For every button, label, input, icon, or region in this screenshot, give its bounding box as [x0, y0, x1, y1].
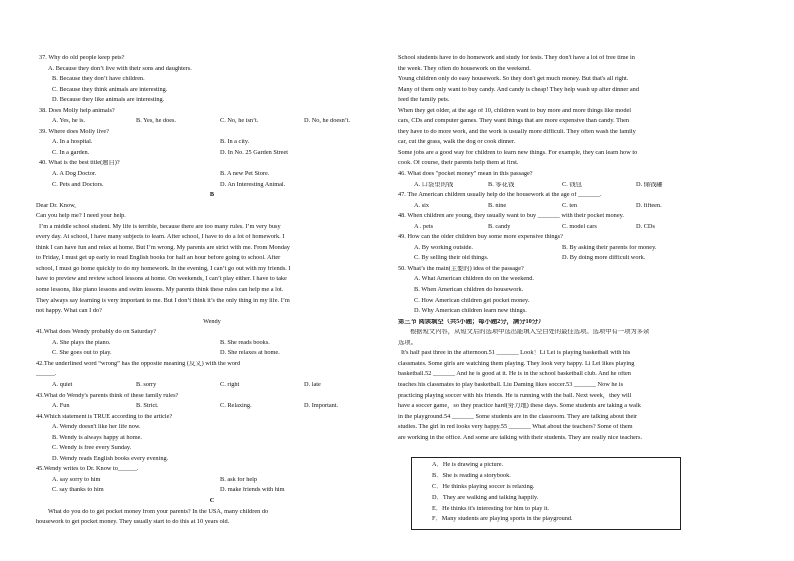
answer-option: C. Pets and Doctors.	[52, 181, 104, 188]
answer-option: C. 钱包	[562, 181, 582, 188]
answer-options-row	[36, 477, 388, 488]
text-line: ______.	[36, 371, 57, 378]
answer-option: A. A Dog Doctor.	[52, 171, 97, 178]
text-line: I’m a middle school student. My life is terrible, because there are too many rules. I’m very busy	[39, 223, 281, 230]
answer-option: C. She goes out to play.	[52, 350, 112, 357]
answer-option: D. Important.	[304, 403, 339, 410]
text-line: 41.What does Wendy probably do on Saturday?	[36, 329, 157, 336]
text-line: housework to get pocket money. They usually start to do this at 10 years old.	[36, 519, 230, 526]
text-line: Wendy	[203, 318, 221, 325]
text-line: 44.Which statement is TRUE according to the article?	[36, 413, 173, 420]
text-line: D. Why American children learn new things.	[414, 308, 527, 315]
answer-option: A. Fun	[52, 403, 70, 410]
answer-option: B. In a city.	[220, 139, 250, 146]
text-line: D. Because they like animals are interesting.	[52, 97, 165, 104]
answer-options-row	[36, 340, 388, 351]
text-line: studies. The girl in red looks very happy.55 _______ What about the teachers? Some of them	[398, 424, 633, 431]
answer-options-row	[36, 150, 388, 161]
text-line: C	[209, 497, 215, 504]
text-line: 46. What does "pocket money" mean in this passage?	[398, 171, 533, 178]
text-line: C. Because they think animals are interesting.	[52, 86, 168, 93]
answer-option: D. In No. 25 Garden Street	[220, 149, 289, 156]
answer-option: A. six	[414, 202, 430, 209]
answer-option: A. In a hospital.	[52, 139, 93, 146]
fill-in-option: B．She is reading a storybook.	[432, 472, 511, 479]
answer-options-row	[398, 182, 710, 193]
text-line: classmates. Some girls are watching them playing. They look very happy. Li Lei likes playing	[398, 360, 635, 367]
text-line: in the playground.54 _______ Some students are in the classroom. They are talking about their	[398, 413, 638, 420]
answer-options-row	[36, 118, 388, 129]
answer-option: B. nine	[488, 202, 507, 209]
text-line: 40. What is the best title(题目)?	[39, 160, 120, 167]
text-line: 42.The underlined word “wrong” has the opposite meaning (反义) with the word	[36, 360, 241, 367]
fill-in-option: C．He thinks playing soccer is relaxing.	[432, 483, 535, 490]
text-line: B	[209, 192, 215, 199]
text-line: 37. Why do old people keep pets?	[39, 55, 125, 61]
text-line: basketball.52 _______ And he is good at it. He is in the school basketball club. And he often	[398, 371, 631, 378]
answer-option: A. Yes, he is.	[52, 118, 86, 125]
text-line: car, cut the grass, walk the dog or cook dinner.	[398, 139, 516, 146]
text-line: Can you help me? I need your help.	[36, 213, 126, 220]
text-line: A. What American children do on the weekend.	[414, 276, 535, 283]
answer-option: D. An Interesting Animal.	[220, 181, 286, 188]
text-line: A. Wendy doesn't like her life now.	[52, 424, 141, 431]
answer-option: C. In a garden.	[52, 149, 90, 156]
answer-option: A. quiet	[52, 381, 73, 388]
text-line: B. When American children do housework.	[414, 287, 524, 294]
text-line: C. Wendy is free every Sunday.	[52, 445, 132, 452]
text-line: 48. When children are young, they usually want to buy _______ with their pocket money.	[398, 213, 624, 220]
left-column	[36, 55, 388, 530]
fill-in-option: E．He thinks it's interesting for him to play it.	[432, 505, 550, 512]
answer-option: C. model cars	[562, 223, 597, 230]
answer-option: B. She reads books.	[220, 339, 270, 346]
answer-option: D. No, he doesn’t.	[304, 118, 351, 125]
answer-options-row	[398, 203, 710, 214]
text-line: 39. Where does Molly live?	[39, 128, 110, 135]
text-line: cars, CDs and computer games. They want things that are more expensive than candy. Then	[398, 118, 630, 125]
answer-option: C. right	[220, 381, 240, 388]
text-line: B. Because they don’t have children.	[52, 76, 145, 83]
fill-in-option: F．Many students are playing sports in the playground.	[432, 516, 573, 523]
answer-option: A. She plays the piano.	[52, 339, 111, 346]
fill-in-option: A．He is drawing a picture.	[432, 462, 504, 468]
answer-option: D. late	[304, 381, 321, 388]
text-line: feed the family pets.	[398, 97, 450, 104]
text-line: 47. The American children usually help do the housework at the age of _______.	[398, 192, 602, 199]
answer-option: B. sorry	[136, 381, 157, 388]
text-line: Many of them only want to buy candy. And candy is cheap! They help wash up after dinner and	[398, 86, 639, 93]
answer-option: B. 零花钱	[488, 181, 515, 188]
text-line: have a soccer game，so they practice hard(努力地) these days. Some students are taking a walk	[398, 403, 641, 410]
options-box	[411, 457, 681, 530]
answer-option: A . pets	[414, 223, 434, 230]
answer-option: D. CDs	[636, 223, 655, 230]
text-line: C. How American children get pocket money.	[414, 297, 530, 304]
text-line: have to preview and review school lessons at home. On weekends, I can’t play either. I have to take	[36, 276, 287, 283]
text-line: 选项。	[398, 339, 417, 346]
text-line: D. Wendy reads English books every evening.	[52, 455, 169, 462]
text-line: 第三节 阅读填空（共5小题；每小题2分，满分10分）	[398, 318, 545, 325]
answer-options-row	[398, 224, 710, 235]
answer-options-row	[36, 350, 388, 361]
text-line: every day. At school, I have many subjects to learn. After school, I have to do a lot of homework. I	[36, 234, 285, 241]
text-line: A. Because they don’t live with their sons and daughters.	[48, 65, 192, 72]
answer-option: C. No, he isn’t.	[220, 118, 259, 125]
answer-option: B. ask for help	[220, 476, 258, 483]
text-line: some lessons, like piano lessons and swim lessons. My parents think these rules can help me a lot.	[36, 287, 284, 294]
text-line: 根据短文内容，从短文后的选项中选出能填入空白处的最佳选项。选项中有一项为多余	[410, 329, 650, 336]
answer-option: C. By selling their old things.	[414, 255, 489, 262]
text-line: It's half past three in the afternoon.51 _______ Look！Li Lei is playing basketball with his	[401, 350, 631, 357]
text-line: 43.What do Wendy's parents think of these family rules?	[36, 392, 179, 399]
answer-options-row	[36, 139, 388, 150]
answer-option: B. By asking their parents for money.	[562, 244, 657, 251]
answer-option: D. She relaxes at home.	[220, 350, 280, 357]
answer-option: A. say sorry to him	[52, 476, 101, 483]
text-line: Some jobs are a good way for children to learn new things. For example, they can learn how to	[398, 149, 638, 156]
answer-option: D. By doing more difficult work.	[562, 255, 646, 262]
text-line: School students have to do homework and study for tests. They don't have a lot of free time in	[398, 55, 635, 61]
text-line: Young children only do easy housework. So they don't get much money. But that's all right.	[398, 76, 629, 83]
text-line: When they get older, at the age of 10, children want to buy more and more things like model	[398, 107, 632, 114]
text-line: to Friday, I must get up early to read English books for half an hour before going to school. After	[36, 255, 281, 262]
text-line: B. Wendy is always happy at home.	[52, 434, 142, 441]
answer-options-row	[398, 255, 710, 266]
answer-option: B. Yes, he does.	[136, 118, 177, 125]
answer-options-row	[36, 403, 388, 414]
fill-in-option: D．They are walking and talking happily.	[432, 494, 539, 501]
text-line: not happy. What can I do?	[36, 308, 102, 315]
text-line: the week. They often do housework on the weekend.	[398, 65, 531, 72]
text-line: cook. Of course, their parents help them at first.	[398, 160, 519, 167]
answer-options-row	[36, 487, 388, 498]
answer-option: A. By working outside.	[414, 244, 473, 251]
answer-options-row	[36, 182, 388, 193]
text-line: 50. What’s the main(主要的) idea of the passage?	[398, 265, 524, 272]
text-line: teaches his classmates to play basketball. Liu Daming likes soccer.53 _______ Now he is	[398, 381, 624, 388]
text-line: 49. How can the older children buy some more expensive things?	[398, 234, 563, 241]
answer-option: A. 口袋里的钱	[414, 181, 454, 188]
right-column	[398, 55, 710, 445]
text-line: What do you do to get pocket money from your parents? In the USA, many children do	[48, 508, 269, 515]
answer-options-row	[36, 382, 388, 393]
answer-option: B. candy	[488, 223, 511, 230]
text-line: Dear Dr. Know,	[36, 202, 76, 209]
text-line: practicing playing soccer with his friends. He is running with the ball. Next week，they will	[398, 392, 632, 399]
answer-option: D. fifteen.	[636, 202, 662, 209]
text-line: 38. Does Molly help animals?	[39, 107, 115, 114]
text-line: 45.Wendy writes to Dr. Know to______.	[36, 466, 139, 473]
text-line: They always say learning is very important to me. But I don’t think it’s the only thing in my life. I’m	[36, 297, 290, 304]
answer-options-row	[398, 245, 710, 256]
text-line: school, I must go home quickly to do my homework. In the evening, I can’t go out with my friends. I	[36, 265, 291, 272]
answer-option: C. say thanks to him	[52, 487, 104, 494]
text-line: they have to do more work, and the work is usually more difficult. They often wash the family	[398, 128, 636, 135]
answer-option: D. 储钱罐	[636, 181, 663, 188]
answer-option: D. make friends with him	[220, 487, 285, 494]
answer-options-row	[36, 171, 388, 182]
answer-option: C. Relaxing.	[220, 403, 252, 410]
answer-option: C. ten	[562, 202, 578, 209]
text-line: think I can have fun and relax at home. But I’m wrong. My parents are strict with me. From Monday	[36, 244, 290, 251]
answer-option: B. A new Pet Store.	[220, 171, 270, 178]
text-line: are working in the office. And some are talking with their students. They are really nice teachers.	[398, 434, 643, 441]
answer-option: B. Strict.	[136, 403, 159, 410]
